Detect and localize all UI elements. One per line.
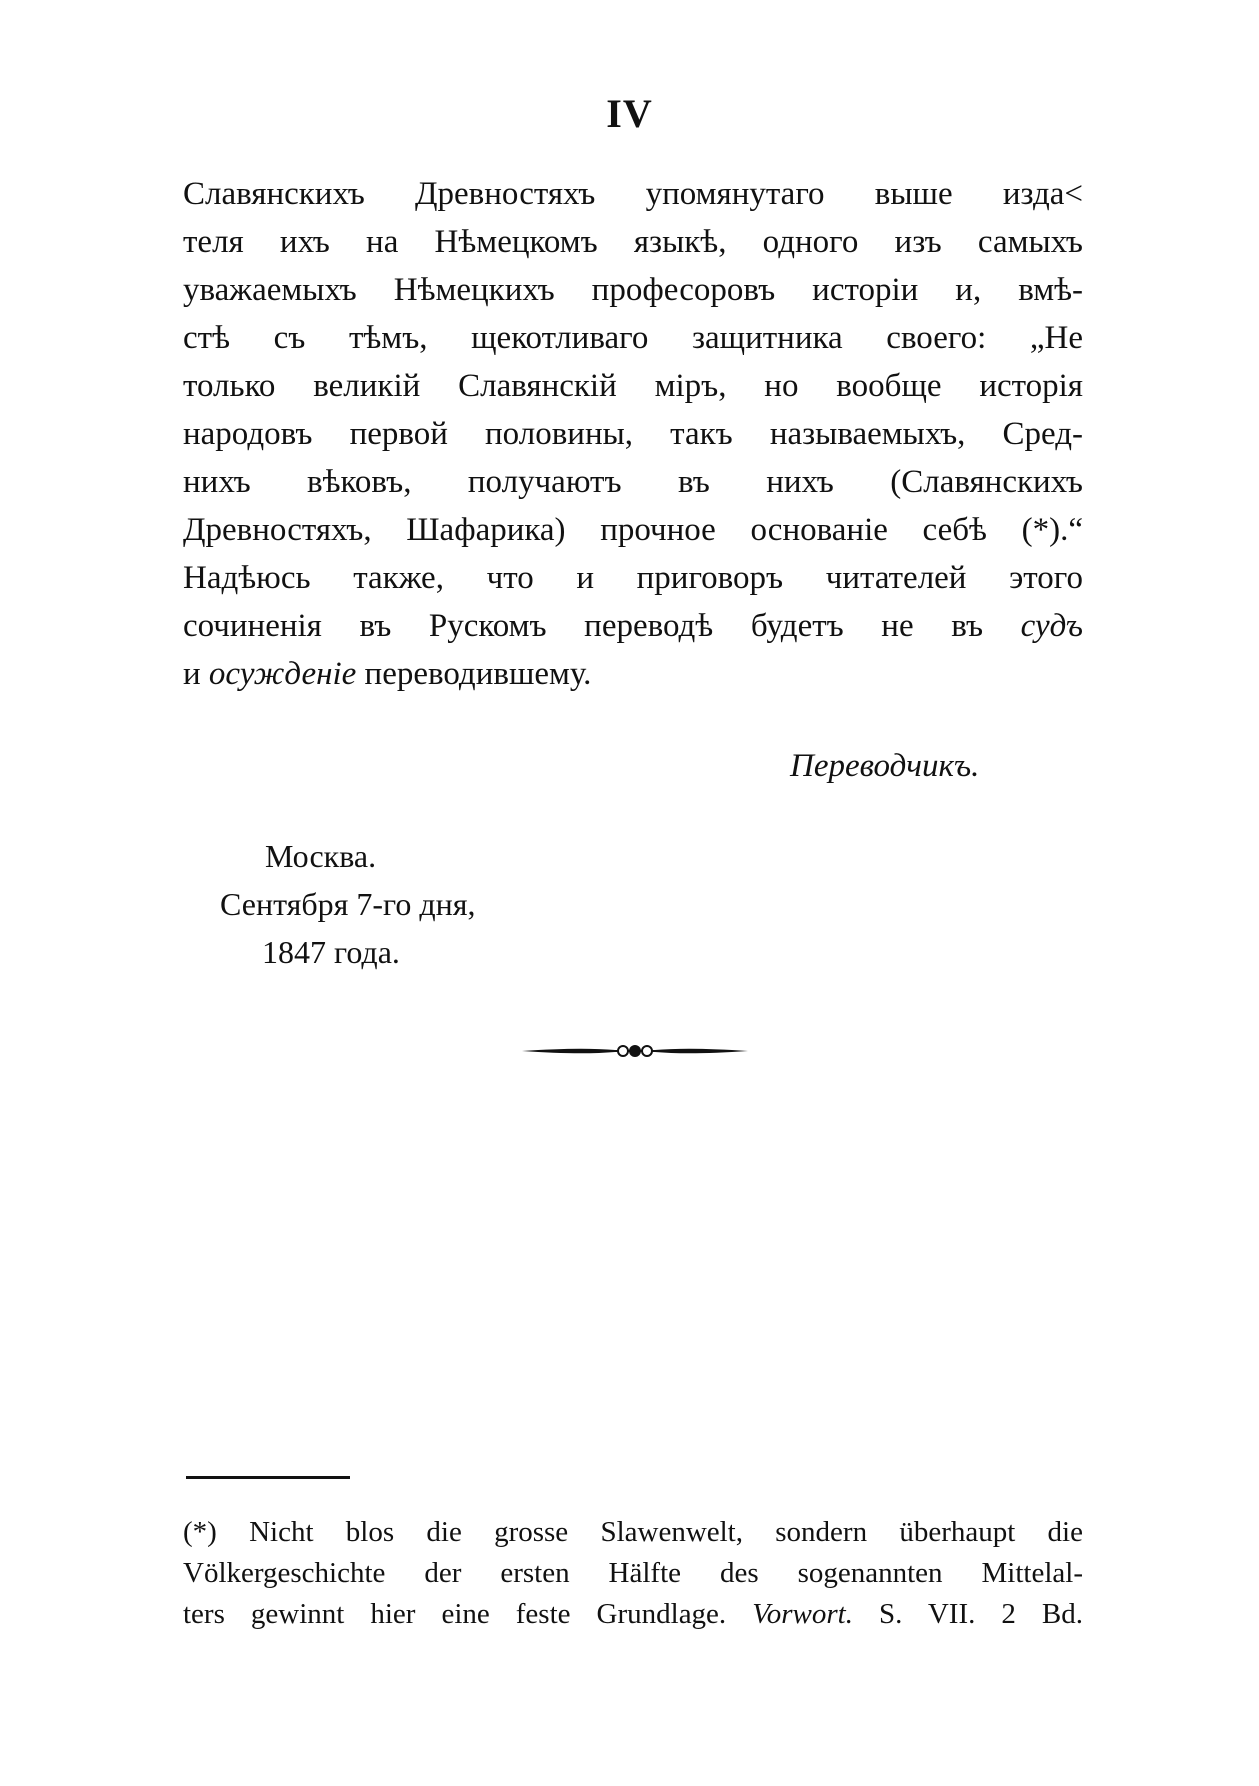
text-line-7: нихъ вѣковъ, получаютъ въ нихъ (Славянскихъ xyxy=(183,464,1083,500)
footnote-line-3-end: S. VII. 2 Bd. xyxy=(878,1598,1083,1630)
text-line-11 xyxy=(183,650,1083,698)
last-line-before: и xyxy=(183,656,201,692)
translator-signature: Переводчикъ. xyxy=(790,748,980,784)
footnote-line-3-italic: Vorwort. xyxy=(752,1598,853,1630)
ornament-divider-icon xyxy=(520,1039,750,1063)
preface-text xyxy=(183,170,1083,698)
footnote-line-3 xyxy=(183,1594,1083,1635)
text-line-2: теля ихъ на Нѣмецкомъ языкѣ, одного изъ самыхъ xyxy=(183,224,1083,260)
year: 1847 года. xyxy=(262,934,400,970)
footnote-line-1: (*) Nicht blos die grosse Slawenwelt, sondern überhaupt die xyxy=(183,1516,1083,1548)
text-line-4: стѣ съ тѣмъ, щекотливаго защитника своего: „Не xyxy=(183,320,1083,356)
text-line-1: Славянскихъ Древностяхъ упомянутаго выше изда< xyxy=(183,176,1083,212)
text-line-10-main: сочиненія въ Рускомъ переводѣ будетъ не въ xyxy=(183,608,984,644)
text-line-10-italic: судъ xyxy=(1020,608,1083,644)
text-line-6: народовъ первой половины, такъ называемыхъ, Сред- xyxy=(183,416,1083,452)
last-line-italic: осужденіе xyxy=(208,656,357,692)
footnote-line-3-start: ters gewinnt hier eine feste Grundlage. xyxy=(183,1598,727,1630)
text-line-9: Надѣюсь также, что и приговоръ читателей этого xyxy=(183,560,1083,596)
text-line-5: только великій Славянскій міръ, но вообще исторія xyxy=(183,368,1083,404)
place-and-date xyxy=(220,832,475,976)
last-line-after: переводившему. xyxy=(364,656,592,692)
text-line-8: Древностяхъ, Шафарика) прочное основаніе себѣ (*).“ xyxy=(183,512,1083,548)
place: Москва. xyxy=(265,838,377,874)
text-line-10 xyxy=(183,602,1083,650)
footnote-line-2: Völkergeschichte der ersten Hälfte des sogenannten Mittelal- xyxy=(183,1557,1083,1589)
text-line-3: уважаемыхъ Нѣмецкихъ професоровъ исторіи и, вмѣ- xyxy=(183,272,1083,308)
footnote xyxy=(183,1512,1083,1635)
footnote-rule xyxy=(186,1476,350,1479)
date: Сентября 7-го дня, xyxy=(220,886,476,922)
page-number: IV xyxy=(606,91,653,136)
